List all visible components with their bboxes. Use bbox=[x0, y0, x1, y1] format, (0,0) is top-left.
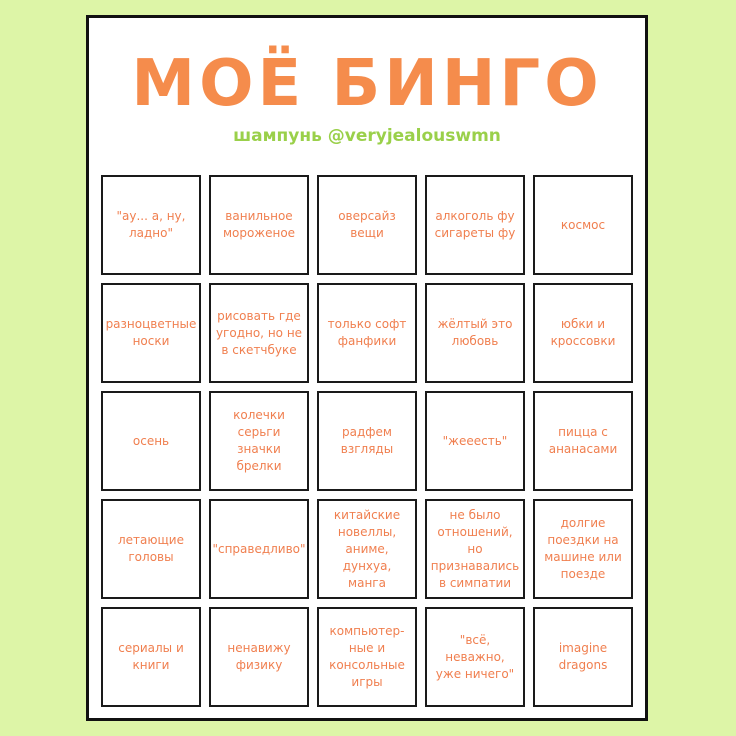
bingo-cell[interactable] bbox=[101, 607, 201, 707]
bingo-cell-text: долгие поездки на машине или поезде bbox=[544, 516, 622, 581]
bingo-cell[interactable] bbox=[533, 391, 633, 491]
bingo-cell-text: алкоголь фу сигареты фу bbox=[434, 209, 516, 240]
bingo-cell[interactable] bbox=[209, 607, 309, 707]
bingo-cell-text: "жееесть" bbox=[442, 433, 508, 448]
bingo-cell[interactable] bbox=[425, 391, 525, 491]
bingo-title: МОЁ БИНГО bbox=[131, 47, 603, 121]
bingo-cell[interactable] bbox=[425, 283, 525, 383]
bingo-cell[interactable] bbox=[317, 175, 417, 275]
bingo-cell[interactable] bbox=[209, 175, 309, 275]
bingo-cell-text: не было отношений, но признавались в симпатии bbox=[430, 507, 520, 590]
bingo-cell-text: только софт фанфики bbox=[327, 317, 407, 348]
bingo-subtitle: шампунь @veryjealouswmn bbox=[233, 126, 501, 146]
bingo-cell[interactable] bbox=[425, 607, 525, 707]
bingo-cell[interactable] bbox=[533, 607, 633, 707]
bingo-cell-text: рисовать где угодно, но не в скетчбуке bbox=[215, 308, 303, 357]
bingo-grid bbox=[101, 175, 637, 707]
bingo-cell-text: сериалы и книги bbox=[118, 641, 184, 672]
bingo-cell-text: ванильное мороженое bbox=[222, 209, 296, 240]
bingo-cell-text: космос bbox=[560, 217, 606, 232]
bingo-cell-text: осень bbox=[132, 433, 170, 448]
bingo-cell[interactable] bbox=[101, 391, 201, 491]
bingo-cell-text: "всё, неважно, уже ничего" bbox=[435, 632, 515, 681]
bingo-card bbox=[86, 15, 648, 721]
bingo-cell[interactable] bbox=[101, 175, 201, 275]
bingo-cell[interactable] bbox=[317, 283, 417, 383]
bingo-cell-text: юбки и кроссовки bbox=[550, 317, 616, 348]
bingo-cell[interactable] bbox=[209, 391, 309, 491]
bingo-cell-text: китайские новеллы, аниме, дунхуа, манга bbox=[333, 507, 401, 590]
bingo-cell[interactable] bbox=[209, 283, 309, 383]
bingo-cell-text: жёлтый это любовь bbox=[437, 317, 513, 348]
bingo-cell-text: ненавижу физику bbox=[227, 641, 291, 672]
bingo-cell[interactable] bbox=[533, 283, 633, 383]
bingo-cell-text: imagine dragons bbox=[558, 641, 608, 672]
bingo-cell[interactable] bbox=[533, 499, 633, 599]
bingo-cell-text: пицца с ананасами bbox=[548, 425, 618, 456]
bingo-cell-text: разноцветные носки bbox=[105, 317, 197, 348]
bingo-cell[interactable] bbox=[101, 283, 201, 383]
bingo-cell[interactable] bbox=[101, 499, 201, 599]
bingo-cell[interactable] bbox=[317, 607, 417, 707]
bingo-cell-text: "справедливо" bbox=[212, 541, 306, 556]
bingo-cell-text: "ау... а, ну, ладно" bbox=[116, 209, 186, 240]
bingo-cell[interactable] bbox=[317, 499, 417, 599]
bingo-cell[interactable] bbox=[533, 175, 633, 275]
bingo-cell-text: колечки серьги значки брелки bbox=[233, 408, 285, 473]
bingo-cell-text: оверсайз вещи bbox=[338, 209, 396, 240]
bingo-cell-text: радфем взгляды bbox=[340, 425, 394, 456]
bingo-cell[interactable] bbox=[425, 499, 525, 599]
bingo-cell-text: компьютер- ные и консольные игры bbox=[329, 624, 405, 689]
bingo-cell[interactable] bbox=[425, 175, 525, 275]
bingo-cell[interactable] bbox=[209, 499, 309, 599]
bingo-cell-text: летающие головы bbox=[118, 533, 184, 564]
bingo-cell[interactable] bbox=[317, 391, 417, 491]
